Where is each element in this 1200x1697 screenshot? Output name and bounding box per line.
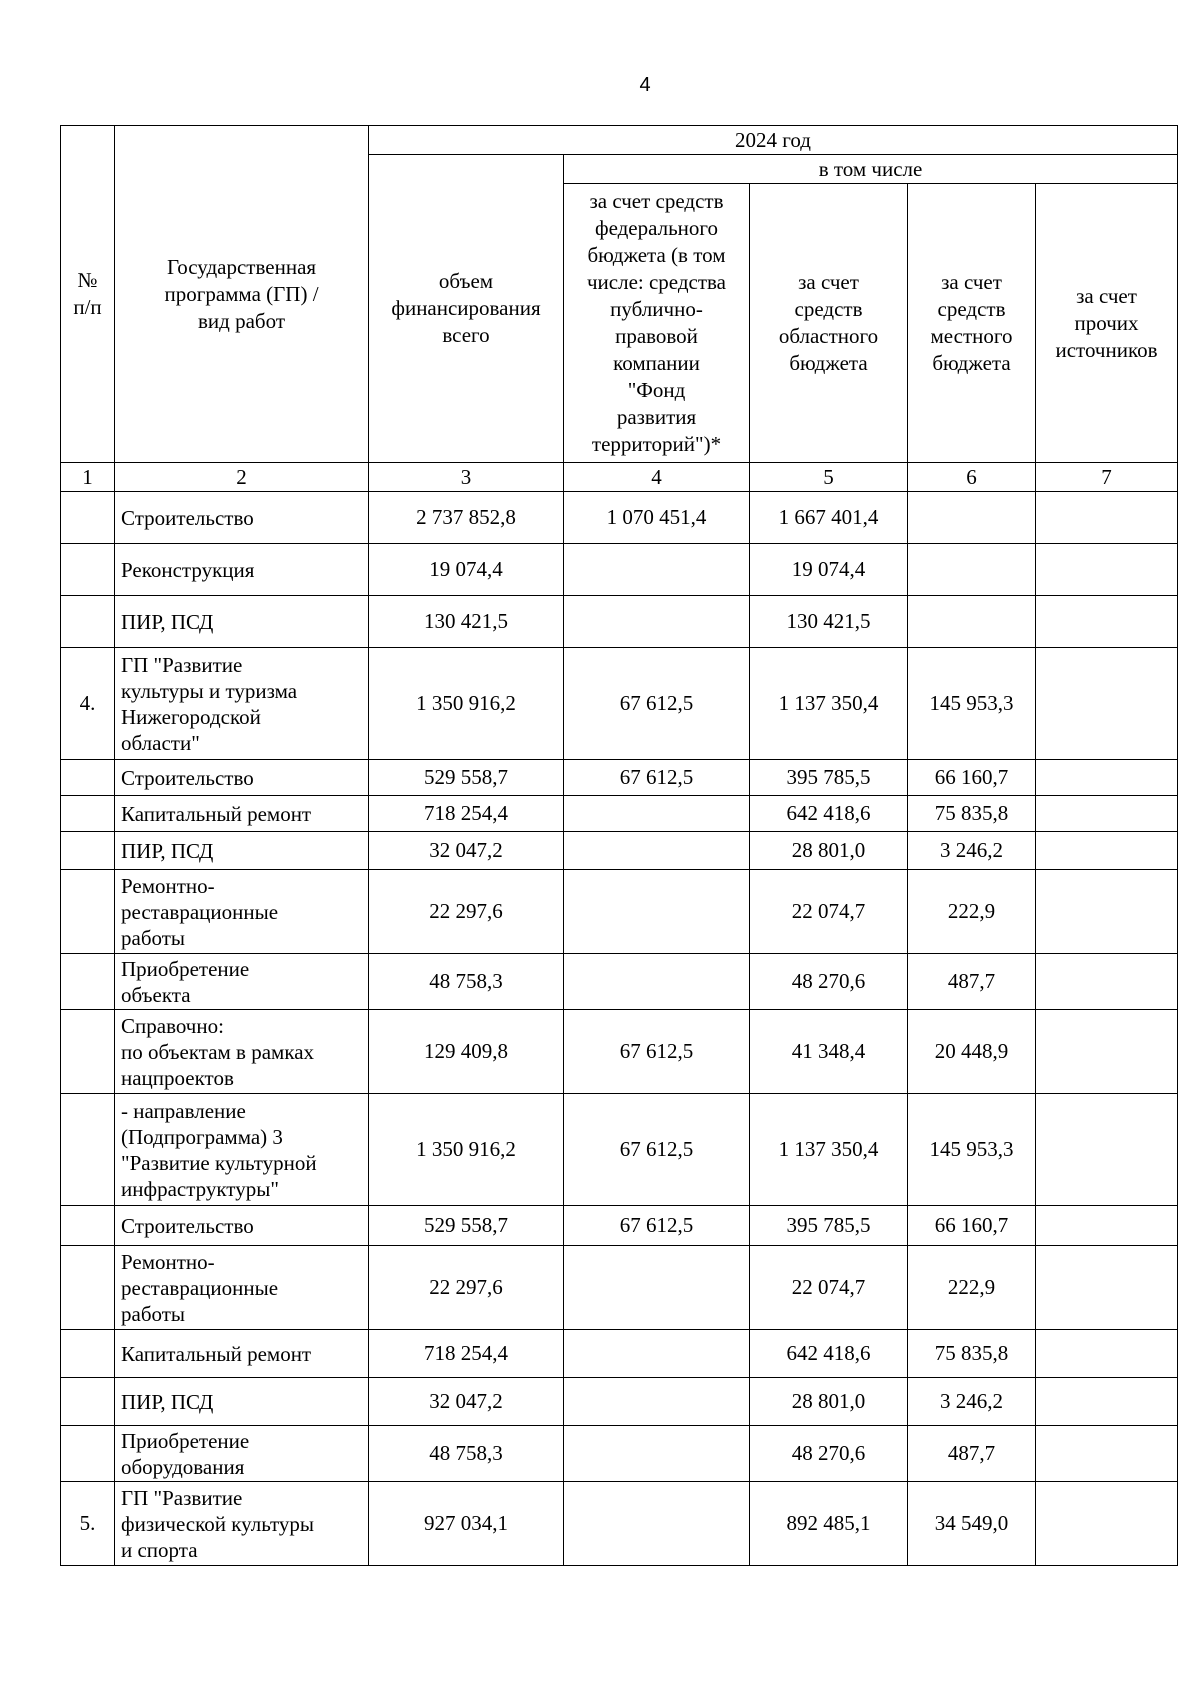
header-program-name [115,126,369,463]
program-name-cell: Строительство [115,492,369,544]
row-number-cell [61,760,115,796]
header-regional-budget [750,184,908,463]
table-row [61,1330,1178,1378]
program-name-cell: Реконструкция [115,544,369,596]
total-financing-cell: 529 558,7 [369,1206,564,1246]
regional-budget-cell: 28 801,0 [750,1378,908,1426]
local-budget-cell: 75 835,8 [908,1330,1036,1378]
federal-budget-cell: 67 612,5 [564,760,750,796]
program-name-cell: ГП "Развитие культуры и туризма Нижегородской области" [115,648,369,760]
total-financing-cell: 129 409,8 [369,1010,564,1094]
row-number-cell [61,796,115,832]
column-number-cell: 3 [369,463,564,492]
other-sources-cell [1036,596,1178,648]
program-name-cell: Приобретение оборудования [115,1426,369,1482]
row-number-cell: 4. [61,648,115,760]
total-financing-cell: 19 074,4 [369,544,564,596]
other-sources-cell [1036,832,1178,870]
total-financing-cell: 32 047,2 [369,1378,564,1426]
total-financing-cell: 22 297,6 [369,870,564,954]
federal-budget-cell [564,954,750,1010]
other-sources-cell [1036,1426,1178,1482]
total-financing-cell: 48 758,3 [369,954,564,1010]
column-number-cell: 7 [1036,463,1178,492]
local-budget-cell: 487,7 [908,1426,1036,1482]
table-row [61,492,1178,544]
row-number-cell [61,544,115,596]
local-budget-cell: 145 953,3 [908,1094,1036,1206]
table-row [61,1206,1178,1246]
regional-budget-cell: 1 137 350,4 [750,648,908,760]
table-row [61,596,1178,648]
other-sources-cell [1036,870,1178,954]
federal-budget-cell [564,1246,750,1330]
total-financing-cell: 22 297,6 [369,1246,564,1330]
regional-budget-cell: 28 801,0 [750,832,908,870]
header-year-label: 2024 год [735,127,811,152]
federal-budget-cell [564,544,750,596]
federal-budget-cell [564,1482,750,1566]
table-row [61,954,1178,1010]
program-name-cell: Приобретение объекта [115,954,369,1010]
row-number-cell [61,954,115,1010]
header-local-budget [908,184,1036,463]
regional-budget-cell: 642 418,6 [750,796,908,832]
federal-budget-cell [564,796,750,832]
total-financing-cell: 2 737 852,8 [369,492,564,544]
table-row [61,1246,1178,1330]
regional-budget-cell: 48 270,6 [750,954,908,1010]
local-budget-cell: 75 835,8 [908,796,1036,832]
federal-budget-cell [564,1426,750,1482]
regional-budget-cell: 642 418,6 [750,1330,908,1378]
other-sources-cell [1036,648,1178,760]
program-name-cell: Справочно: по объектам в рамках нацпроектов [115,1010,369,1094]
program-name-cell: ПИР, ПСД [115,832,369,870]
local-budget-cell: 145 953,3 [908,648,1036,760]
other-sources-cell [1036,1206,1178,1246]
federal-budget-cell: 1 070 451,4 [564,492,750,544]
other-sources-cell [1036,796,1178,832]
page-number: 4 [639,74,651,96]
row-number-cell [61,1330,115,1378]
total-financing-cell: 718 254,4 [369,796,564,832]
table-row [61,1378,1178,1426]
regional-budget-cell: 130 421,5 [750,596,908,648]
table-row [61,1482,1178,1566]
local-budget-cell: 222,9 [908,870,1036,954]
other-sources-cell [1036,954,1178,1010]
program-name-cell: ПИР, ПСД [115,596,369,648]
program-name-cell: ПИР, ПСД [115,1378,369,1426]
local-budget-cell: 66 160,7 [908,1206,1036,1246]
other-sources-cell [1036,1094,1178,1206]
row-number-cell [61,1206,115,1246]
header-program-name-label: Государственная программа (ГП) / вид работ [164,254,319,333]
row-number-cell [61,1094,115,1206]
table-row [61,796,1178,832]
federal-budget-cell [564,832,750,870]
total-financing-cell: 48 758,3 [369,1426,564,1482]
header-including-label: в том числе [818,156,923,181]
total-financing-cell: 32 047,2 [369,832,564,870]
header-year [369,126,1178,155]
header-local-budget-label: за счет средств местного бюджета [930,270,1013,375]
federal-budget-cell [564,596,750,648]
header-including [564,155,1178,184]
row-number-cell [61,1246,115,1330]
program-name-cell: Капитальный ремонт [115,796,369,832]
other-sources-cell [1036,1246,1178,1330]
row-number-cell [61,1378,115,1426]
table-row [61,1094,1178,1206]
local-budget-cell: 3 246,2 [908,832,1036,870]
header-federal-budget-label: за счет средств федерального бюджета (в том числе: средства публично- правовой компании "Фонд развития территорий")* [586,189,726,456]
row-number-cell [61,832,115,870]
other-sources-cell [1036,492,1178,544]
total-financing-cell: 529 558,7 [369,760,564,796]
total-financing-cell: 927 034,1 [369,1482,564,1566]
regional-budget-cell: 22 074,7 [750,870,908,954]
table-row [61,870,1178,954]
program-name-cell: Строительство [115,1206,369,1246]
table-row [61,760,1178,796]
local-budget-cell [908,492,1036,544]
regional-budget-cell: 19 074,4 [750,544,908,596]
header-total-financing [369,155,564,463]
local-budget-cell [908,544,1036,596]
table-row [61,544,1178,596]
other-sources-cell [1036,1482,1178,1566]
total-financing-cell: 718 254,4 [369,1330,564,1378]
row-number-cell [61,1426,115,1482]
header-other-sources [1036,184,1178,463]
federal-budget-cell [564,1330,750,1378]
other-sources-cell [1036,760,1178,796]
header-row-number [61,126,115,463]
program-name-cell: Ремонтно- реставрационные работы [115,870,369,954]
program-name-cell: Капитальный ремонт [115,1330,369,1378]
local-budget-cell: 34 549,0 [908,1482,1036,1566]
header-other-sources-label: за счет прочих источников [1055,283,1158,362]
local-budget-cell: 3 246,2 [908,1378,1036,1426]
regional-budget-cell: 22 074,7 [750,1246,908,1330]
local-budget-cell: 222,9 [908,1246,1036,1330]
regional-budget-cell: 395 785,5 [750,1206,908,1246]
other-sources-cell [1036,544,1178,596]
table-row [61,1426,1178,1482]
regional-budget-cell: 1 137 350,4 [750,1094,908,1206]
regional-budget-cell: 1 667 401,4 [750,492,908,544]
total-financing-cell: 1 350 916,2 [369,648,564,760]
program-name-cell: Ремонтно- реставрационные работы [115,1246,369,1330]
table-row [61,832,1178,870]
federal-budget-cell [564,870,750,954]
total-financing-cell: 1 350 916,2 [369,1094,564,1206]
column-number-cell: 5 [750,463,908,492]
other-sources-cell [1036,1378,1178,1426]
other-sources-cell [1036,1330,1178,1378]
program-name-cell: Строительство [115,760,369,796]
row-number-cell [61,492,115,544]
regional-budget-cell: 48 270,6 [750,1426,908,1482]
local-budget-cell: 66 160,7 [908,760,1036,796]
header-total-financing-label: объем финансирования всего [391,269,541,347]
federal-budget-cell: 67 612,5 [564,1094,750,1206]
column-number-row [61,463,1178,492]
header-regional-budget-label: за счет средств областного бюджета [778,270,879,375]
federal-budget-cell: 67 612,5 [564,1010,750,1094]
program-name-cell: ГП "Развитие физической культуры и спорта [115,1482,369,1566]
table-body [61,463,1178,1566]
table-row [61,648,1178,760]
program-name-cell: - направление (Подпрограмма) 3 "Развитие культурной инфраструктуры" [115,1094,369,1206]
local-budget-cell [908,596,1036,648]
local-budget-cell: 20 448,9 [908,1010,1036,1094]
header-row-number-label: № п/п [73,268,102,319]
row-number-cell [61,596,115,648]
column-number-cell: 6 [908,463,1036,492]
table-row [61,1010,1178,1094]
local-budget-cell: 487,7 [908,954,1036,1010]
row-number-cell: 5. [61,1482,115,1566]
regional-budget-cell: 892 485,1 [750,1482,908,1566]
federal-budget-cell: 67 612,5 [564,648,750,760]
column-number-cell: 4 [564,463,750,492]
column-number-cell: 1 [61,463,115,492]
row-number-cell [61,870,115,954]
column-number-cell: 2 [115,463,369,492]
federal-budget-cell: 67 612,5 [564,1206,750,1246]
regional-budget-cell: 41 348,4 [750,1010,908,1094]
federal-budget-cell [564,1378,750,1426]
total-financing-cell: 130 421,5 [369,596,564,648]
header-federal-budget [564,184,750,463]
financing-table [60,125,1178,1566]
row-number-cell [61,1010,115,1094]
other-sources-cell [1036,1010,1178,1094]
regional-budget-cell: 395 785,5 [750,760,908,796]
